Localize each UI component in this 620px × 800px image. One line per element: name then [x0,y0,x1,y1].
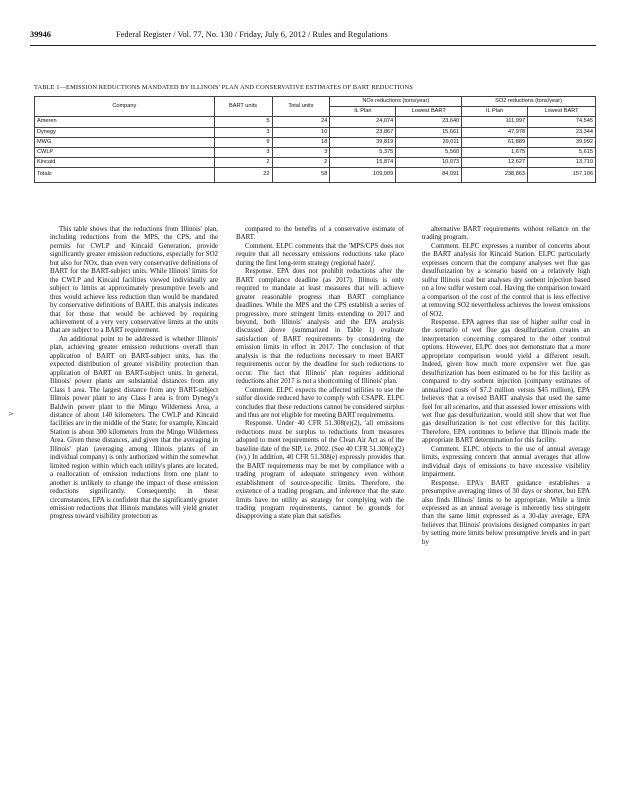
paragraph: Comment. ELPC comments that the 'MPS/CPS does not require that all necessary emissions reductions take place during the first long-term strategy (regional haze)'. [236,242,404,267]
cell-so2-bart: 13,710 [528,158,596,168]
cell-nox-bart: 5,560 [396,148,462,158]
cell-so2-il: 12,627 [462,158,528,168]
cell-bart-units: 9 [214,137,272,147]
header-rule [30,45,596,46]
cell-totals-label: Totals [35,168,215,182]
header-so2-group: SO2 reductions (tons/year) [462,97,596,107]
cell-so2-bart: 5,615 [528,148,596,158]
margin-mark: > [8,410,14,418]
text-column-3 [422,226,590,786]
cell-nox-bart: 29,011 [396,137,462,147]
cell-total-units: 3 [272,148,330,158]
table-row [35,137,596,147]
cell-total-units: 18 [272,137,330,147]
cell-so2-bart: 74,545 [528,117,596,127]
cell-nox-il: 23,867 [330,127,396,137]
cell-total-units: 10 [272,127,330,137]
cell-nox-il: 15,874 [330,158,396,168]
cell-so2-il: 47,978 [462,127,528,137]
table-row [35,148,596,158]
cell-so2-bart: 39,992 [528,137,596,147]
paragraph: alternative BART requirements without reliance on the trading program. [422,226,590,242]
cell-bart-units: 3 [214,127,272,137]
emission-reductions-table [34,96,596,183]
cell-bart-units: 5 [214,117,272,127]
cell-total-units: 2 [272,158,330,168]
cell-nox-bart: 10,073 [396,158,462,168]
cell-bart-units: 22 [214,168,272,182]
body-text-columns [50,226,596,786]
text-column-1 [50,226,218,786]
header-nox-lowest-bart: Lowest BART [396,107,462,117]
running-head: Federal Register / Vol. 77, No. 130 / Friday, July 6, 2012 / Rules and Regulations [116,30,388,39]
cell-nox-il: 24,074 [330,117,396,127]
header-nox-group: NOx reductions (tons/year) [330,97,462,107]
cell-so2-il: 1,675 [462,148,528,158]
table-row [35,158,596,168]
paragraph: Response. Under 40 CFR 51.308(e)(2), 'all emissions reductions must be surplus to reductions from measures adopted to meet requirements of the Clean Air Act as of the baseline date of the SIP, i.e. 2002. (See 40 CFR 51.308(e)(2)(iv).) In addition, 40 CFR 51.308(e) expressly provides that the BART requirements may be met by compliance with a trading program of adequate stringency even without establishment of source-specific limits. Therefore, the existence of a trading program, and inference that the state limits have no utility as strategy for complying with the trading program requirements, cannot be grounds for disapproving a state plan that satisfies [236,420,404,521]
paragraph: Comment. ELPC expects the affected utilities to use the sulfur dioxide reduced have to comply with CSAPR. ELPC concludes that these reductions cannot be considered surplus and thus are not eligible for meeting BART requirements. [236,386,404,419]
header-company: Company [35,97,215,117]
paragraph: This table shows that the reductions from Illinois' plan, including reductions from the MPS, the CPS, and the permits for CWLP and Kincaid Generation, provide significantly greater emission reductions, especially for SO2 but also for NOx, than even very conservative definitions of BART for the BART-subject units. While Illinois' limits for the CWLP and Kincaid facilities viewed individually are subject to limits at approximately presumptive levels and thus would achieve less reduction than would be mandated by conservative definitions of BART, this analysis indicates that for those that would be achieved by requiring achievement of a very very conservative limits at the units that are subject to a BART requirement. [50,226,218,335]
cell-nox-bart: 15,661 [396,127,462,137]
cell-so2-il: 111,997 [462,117,528,127]
paragraph: Comment. ELPC expresses a number of concerns about the BART analysis for Kincaid Station. ELPC particularly expresses concern that the company analyses wet flue gas desulfurization by a scenario based on a relatively high sulfur Illinois coal but analyses dry sorbent injection based on a low sulfur western coal. Having the comparison toward a comparison of the cost of the control that is less effective at removing SO2 nevertheless achieves the lowest emissions of SO2. [422,242,590,318]
cell-bart-units: 2 [214,158,272,168]
paragraph: compared to the benefits of a conservative estimate of BART. [236,226,404,242]
cell-so2-il: 61,889 [462,137,528,147]
cell-company: CWLP [35,148,215,158]
paragraph: Comment. ELPC objects to the use of annual average limits, expressing concern that annual averages that allow individual days of emissions to have excessive visibility impairment. [422,445,590,479]
cell-total-units: 24 [272,117,330,127]
table-row [35,117,596,127]
totals-row [35,168,596,182]
header-so2-lowest-bart: Lowest BART [528,107,596,117]
cell-nox-il: 5,375 [330,148,396,158]
table-caption: TABLE 1—EMISSION REDUCTIONS MANDATED BY ILLINOIS' PLAN AND CONSERVATIVE ESTIMATES OF BART REDUCTIONS [34,84,413,91]
header-nox-il-plan: IL Plan [330,107,396,117]
cell-company: Kincaid [35,158,215,168]
paragraph: Response. EPA does not prohibit reductions after the BART compliance deadline (as 2017). Illinois is only required to mandate at least measures that will achieve greater reasonable progress than BART compliance deadlines. While the MPS and the CPS establish a series of progressive, more stringent limits extending to 2017 and beyond, both Illinois' analysis and the EPA analysis discussed above (summarized in Table 1) evaluate satisfaction of BART requirements by considering the emission limits in effect in 2017. The conclusion of that analysis is that the reductions necessary to meet BART requirements occur by the deadline for such reductions to occur. The fact that Illinois' plan requires additional reductions after 2017 is not a shortcoming of Illinois' plan. [236,268,404,386]
cell-so2-il: 238,863 [462,168,528,182]
cell-company: Dynegy [35,127,215,137]
header-bart-units: BART units [214,97,272,117]
cell-so2-bart: 157,106 [528,168,596,182]
paragraph: Response. EPA agrees that use of higher sulfur coal in the scenario of wet flue gas desulfurization creates an interpretation concerning compared to the other control options. However, ELPC does not demonstrate that a more appropriate comparison would yield a different result. Indeed, given how much more expensive wet flue gas desulfurization has been estimated to be for this facility as compared to dry sorbent injection (company estimates of annualized costs of $7.2 million versus $45 million), EPA believes that a revised BART analysis that used the same fuel for all scenarios, and that assessed lower emissions with wet flue gas desulfurization, would still show that wet flue gas desulfurization is not cost effective for this facility. Therefore, EPA continues to believe that Illinois made the appropriate BART determination for this facility. [422,318,590,445]
table-row [35,127,596,137]
paragraph: An additional point to be addressed is whether Illinois' plan, achieving greater emission reductions overall than application of BART on BART-subject units, has the expected distribution of greater visibility protection than application of BART on BART-subject units. In general, Illinois' power plants are substantial distances from any Class I area. The largest distance from any BART-subject Illinois power plant to any Class I area is from Dynegy's Baldwin power plant to the Mingo Wilderness Area, a distance of about 140 kilometers. The CWLP and Kincaid facilities are in the middle of the State; for example, Kincaid Station is about 300 kilometers from the Mingo Wilderness Area. Given these distances, and given that the averaging in Illinois' plan (averaging among Illinois plants of an individual company) is only authorized within the somewhat limited region within which each utility's plants are located, a reallocation of emission reductions from one plant to another is unlikely to change the impact of those emission reductions significantly. Consequently, in these circumstances, EPA is confident that the significantly greater emission reductions that Illinois mandates will yield greater progress toward visibility protection as [50,335,218,521]
cell-nox-il: 109,009 [330,168,396,182]
cell-bart-units: 3 [214,148,272,158]
cell-company: Ameren [35,117,215,127]
cell-nox-il: 39,819 [330,137,396,147]
cell-so2-bart: 23,344 [528,127,596,137]
page-header [30,30,596,42]
cell-total-units: 58 [272,168,330,182]
header-total-units: Total units [272,97,330,117]
text-column-2 [236,226,404,786]
header-so2-il-plan: IL Plan [462,107,528,117]
page-number: 39946 [30,30,51,39]
cell-company: MWG [35,137,215,147]
paragraph: Response. EPA's BART guidance establishes a presumptive averaging times of 30 days or shorter, but EPA also finds Illinois' limits to be appropriate. While a limit expressed as an annual average is inherently less stringent than the same limit expressed as a 30-day average, EPA believes that Illinois' provisions designed companies in part by setting more limits below presumptive levels and in part by [422,479,590,546]
cell-nox-bart: 84,091 [396,168,462,182]
cell-nox-bart: 23,640 [396,117,462,127]
